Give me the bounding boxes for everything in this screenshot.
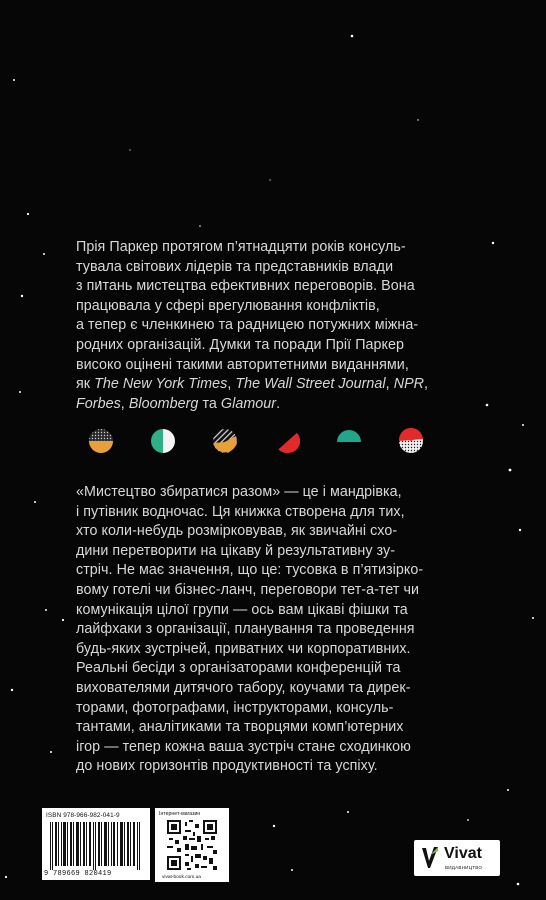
green-white-split-circle-icon [150, 428, 176, 454]
text-line: тувала світових лідерів та представників влади [76, 258, 394, 275]
vivat-logo-icon [420, 845, 440, 871]
book-description-paragraph [76, 483, 470, 777]
separator: , [227, 376, 236, 393]
separator: , [120, 395, 129, 412]
text-line-publications [76, 395, 470, 415]
text-line: стріч. Не має значення, що це: тусовка в п’ятизірко- [76, 562, 424, 579]
text-line: комунікація цілої групи — ось вам цікаві фішки та [76, 601, 408, 618]
text-line: і путівник водночас. Ця книжка створена для тих, [76, 503, 405, 520]
text-line: ігор — тепер кожна ваша зустріч стане сходинкою [76, 738, 411, 755]
qr-code-box[interactable] [155, 808, 229, 882]
text-line: працювала у сфері врегулювання конфліктів, [76, 297, 380, 314]
publisher-name: Vivat [444, 845, 482, 862]
red-wedge-circle-icon [274, 428, 300, 454]
text-line-publications [76, 375, 470, 395]
text-line: до нових горизонтів продуктивності та успіху. [76, 758, 378, 775]
text-line: тантами, аналітиками та творцями комп’ютерних [76, 719, 404, 736]
text-line: родних організацій. Думки та поради Прії Паркер [76, 336, 404, 353]
text-line: а тепер є членкинею та радницею потужних міжна- [76, 317, 419, 334]
orange-dotted-half-circle-icon [88, 428, 114, 454]
text-line: з питань мистецтва ефективних переговорів. Вона [76, 278, 415, 295]
text-line: «Мистецтво збиратися разом» — це і мандрівка, [76, 484, 402, 500]
text-line: високо оцінені такими авторитетними виданнями, [76, 356, 409, 373]
publication-name: The Wall Street Journal [235, 376, 386, 393]
separator: , [385, 376, 394, 393]
author-bio-paragraph [76, 238, 470, 414]
orange-patterned-circle-icon [212, 428, 238, 454]
publisher-subtitle: ВИДАВНИЦТВО [445, 865, 483, 870]
isbn-label: ISBN 978-966-982-041-9 [46, 812, 120, 819]
text-line: Реальні бесіди з організаторами конференцій та [76, 660, 401, 677]
teal-dome-circle-icon [336, 428, 362, 454]
publication-name: Bloomberg [128, 395, 199, 412]
separator: та [198, 395, 221, 412]
barcode-digits: 9 789669 820419 [44, 870, 112, 878]
publication-name: The New York Times [94, 376, 228, 393]
text-line: лайфхаки з організації, планування та проведення [76, 621, 415, 638]
text-line: вому готелі чи бізнес-ланч, переговори тет-а-тет чи [76, 581, 420, 598]
publication-name: Forbes [76, 395, 121, 412]
text-line: торами, фотографами, інструкторами, консуль- [76, 699, 394, 716]
decorative-icons-row [88, 428, 448, 458]
text-line: будь-яких зустрічей, приватних чи корпоративних. [76, 640, 411, 657]
separator: . [276, 395, 281, 412]
publisher-logo [414, 840, 500, 876]
isbn-barcode-box [42, 808, 150, 880]
publication-name: NPR [393, 376, 425, 393]
barcode-icon [48, 822, 144, 872]
separator: , [424, 376, 429, 393]
text-line: дини перетворити на цікаву й результативну зу- [76, 542, 396, 559]
text-line: вихователями дитячого табору, коучами та дирек- [76, 679, 411, 696]
qr-code-icon [167, 820, 217, 870]
text-line: хто коли-небудь розмірковував, як звичайні схо- [76, 523, 398, 540]
publication-name: Glamour [220, 395, 277, 412]
qr-label: Інтернет-магазин [159, 811, 201, 817]
text-line: Прія Паркер протягом п’ятнадцяти років консуль- [76, 239, 406, 255]
red-dotted-circle-icon [398, 428, 424, 454]
text-fragment: як [76, 376, 95, 393]
qr-url: vivat-book.com.ua [162, 875, 201, 880]
